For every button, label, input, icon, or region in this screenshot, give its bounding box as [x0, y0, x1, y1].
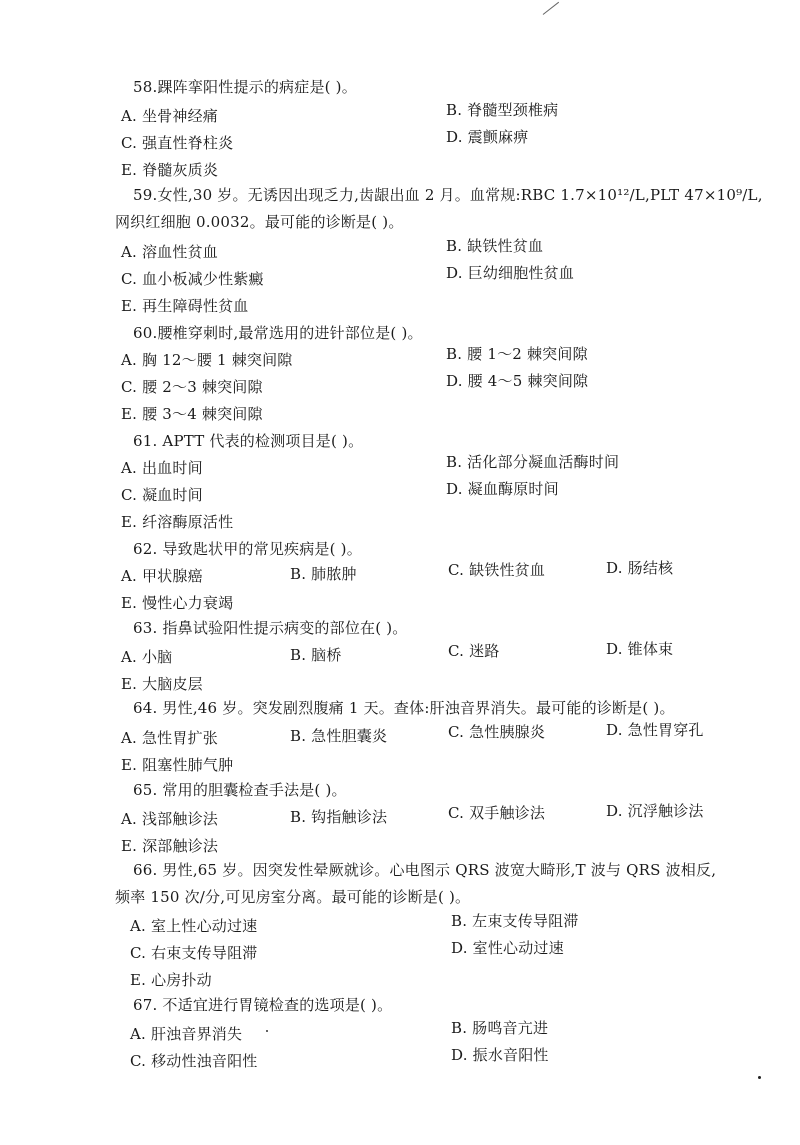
- question-62-stem: 62. 导致匙状甲的常见疾病是( )。: [133, 540, 362, 558]
- question-58-stem: 58.踝阵挛阳性提示的病症是( )。: [133, 78, 357, 96]
- question-63-option-a: A. 小脑: [121, 648, 173, 666]
- question-58-option-c: C. 强直性脊柱炎: [121, 134, 234, 152]
- question-61-option-a: A. 出血时间: [121, 459, 203, 477]
- question-63-option-d: D. 锥体束: [606, 640, 674, 658]
- question-66-option-b: B. 左束支传导阻滞: [451, 912, 579, 930]
- question-65-option-a: A. 浅部触诊法: [121, 810, 218, 828]
- question-63-option-e: E. 大脑皮层: [121, 675, 203, 693]
- question-58-option-a: A. 坐骨神经痛: [121, 107, 218, 125]
- question-66-option-d: D. 室性心动过速: [451, 939, 564, 957]
- question-60-option-e: E. 腰 3～4 棘突间隙: [121, 405, 263, 423]
- question-67-option-d: D. 振水音阳性: [451, 1046, 549, 1064]
- question-59-option-a: A. 溶血性贫血: [121, 243, 218, 261]
- ink-speck: [266, 1030, 268, 1032]
- question-65-stem: 65. 常用的胆囊检查手法是( )。: [133, 781, 347, 799]
- question-67-option-a: A. 肝浊音界消失: [130, 1025, 243, 1043]
- question-65-option-d: D. 沉浮触诊法: [606, 802, 704, 820]
- question-67-stem: 67. 不适宜进行胃镜检查的选项是( )。: [133, 996, 393, 1014]
- question-64-option-d: D. 急性胃穿孔: [606, 721, 704, 739]
- question-64-option-c: C. 急性胰腺炎: [448, 723, 546, 741]
- question-61-option-e: E. 纤溶酶原活性: [121, 513, 234, 531]
- question-63-option-c: C. 迷路: [448, 642, 500, 660]
- question-64-stem: 64. 男性,46 岁。突发剧烈腹痛 1 天。查体:肝浊音界消失。最可能的诊断是( )。: [133, 699, 675, 717]
- question-66-stem-cont: 频率 150 次/分,可见房室分离。最可能的诊断是( )。: [115, 888, 471, 906]
- question-65-option-e: E. 深部触诊法: [121, 837, 219, 855]
- question-66-option-e: E. 心房扑动: [130, 971, 212, 989]
- question-59-option-e: E. 再生障碍性贫血: [121, 297, 249, 315]
- question-63-stem: 63. 指鼻试验阳性提示病变的部位在( )。: [133, 619, 408, 637]
- question-67-option-b: B. 肠鸣音亢进: [451, 1019, 549, 1037]
- question-66-stem: 66. 男性,65 岁。因突发性晕厥就诊。心电图示 QRS 波宽大畸形,T 波与 QRS 波相反,: [133, 861, 717, 879]
- question-64-option-b: B. 急性胆囊炎: [290, 727, 388, 745]
- question-59-stem: 59.女性,30 岁。无诱因出现乏力,齿龈出血 2 月。血常规:RBC 1.7×10¹²/L,PLT 47×10⁹/L,: [133, 186, 763, 204]
- question-62-option-c: C. 缺铁性贫血: [448, 561, 546, 579]
- question-59-option-c: C. 血小板减少性紫癜: [121, 270, 264, 288]
- question-67-option-c: C. 移动性浊音阳性: [130, 1052, 258, 1070]
- question-59-option-b: B. 缺铁性贫血: [446, 237, 544, 255]
- question-62-option-a: A. 甲状腺癌: [121, 567, 203, 585]
- question-61-option-c: C. 凝血时间: [121, 486, 203, 504]
- question-62-option-d: D. 肠结核: [606, 559, 674, 577]
- question-62-option-e: E. 慢性心力衰竭: [121, 594, 234, 612]
- question-60-stem: 60.腰椎穿刺时,最常选用的进针部位是( )。: [133, 324, 423, 342]
- question-63-option-b: B. 脑桥: [290, 646, 342, 664]
- question-64-option-e: E. 阻塞性肺气肿: [121, 756, 234, 774]
- question-59-stem-cont: 网织红细胞 0.0032。最可能的诊断是( )。: [115, 213, 404, 231]
- question-59-option-d: D. 巨幼细胞性贫血: [446, 264, 575, 282]
- question-61-stem: 61. APTT 代表的检测项目是( )。: [133, 432, 364, 450]
- ink-dot: [758, 1076, 761, 1079]
- question-66-option-c: C. 右束支传导阻滞: [130, 944, 258, 962]
- question-58-option-d: D. 震颤麻痹: [446, 128, 529, 146]
- question-60-option-b: B. 腰 1～2 棘突间隙: [446, 345, 588, 363]
- question-66-option-a: A. 室上性心动过速: [130, 917, 258, 935]
- question-65-option-b: B. 钩指触诊法: [290, 808, 388, 826]
- question-64-option-a: A. 急性胃扩张: [121, 729, 218, 747]
- question-60-option-c: C. 腰 2～3 棘突间隙: [121, 378, 263, 396]
- question-58-option-b: B. 脊髓型颈椎病: [446, 101, 559, 119]
- question-60-option-d: D. 腰 4～5 棘突间隙: [446, 372, 589, 390]
- question-60-option-a: A. 胸 12～腰 1 棘突间隙: [121, 351, 293, 369]
- question-65-option-c: C. 双手触诊法: [448, 804, 546, 822]
- question-61-option-d: D. 凝血酶原时间: [446, 480, 559, 498]
- question-58-option-e: E. 脊髓灰质炎: [121, 161, 219, 179]
- question-62-option-b: B. 肺脓肿: [290, 565, 357, 583]
- question-61-option-b: B. 活化部分凝血活酶时间: [446, 453, 620, 471]
- pen-mark: [543, 2, 559, 15]
